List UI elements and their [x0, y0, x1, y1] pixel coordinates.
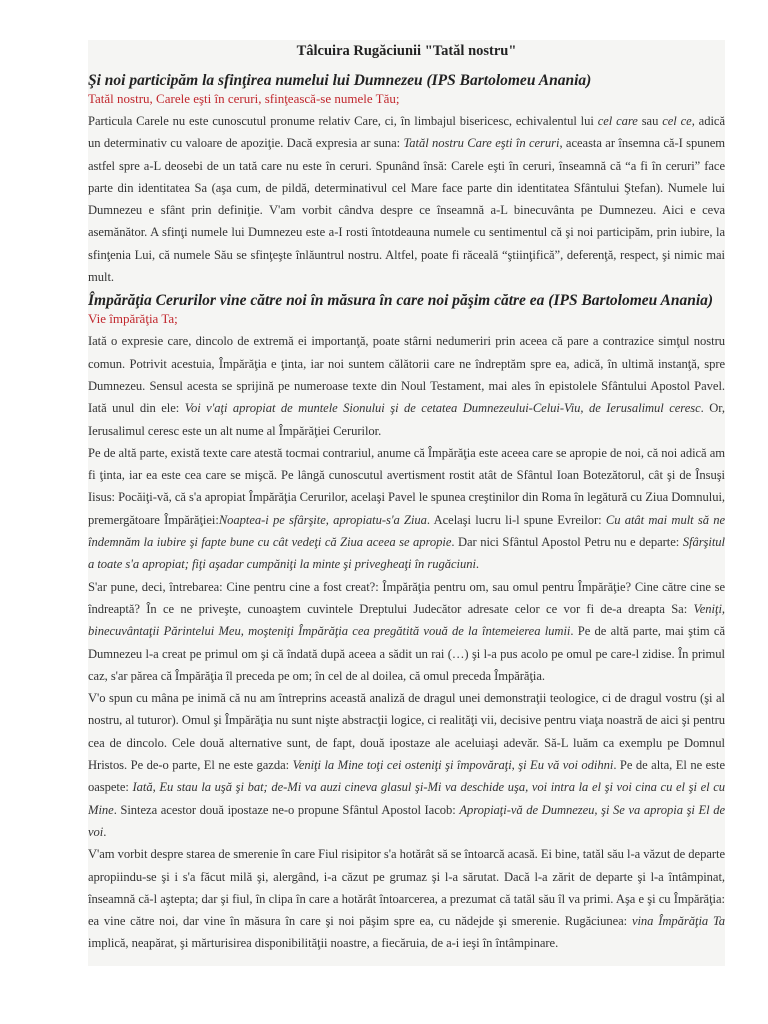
page-title: Tâlcuira Rugăciunii "Tatăl nostru": [296, 43, 517, 59]
document-content: [88, 40, 725, 955]
section-heading-1: Şi noi participăm la sfinţirea numelui lui Dumnezeu (IPS Bartolomeu Anania): [88, 72, 592, 89]
prayer-verse-1: Tatăl nostru, Carele eşti în ceruri, sfinţească-se numele Tău;: [88, 91, 400, 106]
paragraph: V'am vorbit despre starea de smerenie în care Fiul risipitor s'a hotărât să se întoarcă acasă. Ei bine, tatăl său l-a văzut de departe apropiindu-se şi i s'a făcut milă şi, alergând, i-a căzut pe grumaz şi l-a sărutat. Dacă l-a zărit de departe şi l-a întâmpinat, înseamnă că-l aştepta; dar şi fiul, în clipa în care a hotărât întoarcerea, a prezumat că tatăl său îl va primi. Aşa e şi cu Împărăţia: ea vine către noi, dar vine în măsura în care şi noi păşim spre ea, cu nădejde şi smerenie. Rugăciunea: vina Împărăţia Ta implică, neapărat, şi mărturisirea disponibilităţii noastre, a fiecăruia, de a-i ieşi în întâmpinare.: [88, 847, 725, 951]
paragraph: Particula Carele nu este cunoscutul pronume relativ Care, ci, în limbajul bisericesc, echivalentul lui cel care sau cel ce, adică un determinativ cu valoare de apoziţie. Dacă expresia ar suna: Tatăl nostru Care eşti în ceruri, aceasta ar însemna că-I spunem astfel spre a-L deosebi de un tată care nu este în ceruri. Spunând însă: Carele eşti în ceruri, înseamnă că “a fi în ceruri” face parte din identitatea Sa (aşa cum, de pildă, determinativul cel Mare face parte din identitatea Sfântului Ştefan). Numele lui Dumnezeu e sfânt prin definiţie. V'am vorbit cândva despre ce înseamnă a-L binecuvânta pe Dumnezeu. Aici e ceva asemănător. A sfinţi numele lui Dumnezeu este a-I rosti întotdeauna numele cu sentimentul că şi noi participăm, prin iubire, la sfinţenia Lui, că numele Său se sfinţeşte înlăuntrul nostru. Altfel, poate fi răceală “ştiinţifică”, deferenţă, respect, şi nimic mai mult.: [88, 114, 725, 285]
paragraph: S'ar pune, deci, întrebarea: Cine pentru cine a fost creat?: Împărăţia pentru om, sau omul pentru Împărăţie? Cine către cine se îndreaptă? În ce ne priveşte, cunoaştem cuvintele Dreptului Judecător adresate celor ce vor fi de-a dreapta Sa: Veniţi, binecuvântaţii Părintelui Meu, moşteniţi Împărăţia cea pregătită vouă de la întemeierea lumii. Pe de altă parte, mai ştim că Dumnezeu l-a creat pe primul om şi că îndată după aceea a sădit un rai (…) şi l-a pus acolo pe omul pe care-l zidise. În primul caz, s'ar părea că Împărăţia îl preceda pe om; în cel de al doilea, că omul preceda Împărăţia.: [88, 579, 725, 683]
document-page: [88, 40, 725, 966]
prayer-verse-2: Vie împărăţia Ta;: [88, 311, 178, 327]
section-heading-2: Împărăţia Cerurilor vine către noi în măsura în care noi păşim către ea (IPS Bartolomeu Anania): [88, 292, 714, 310]
paragraph: Iată o expresie care, dincolo de extremă ei importanţă, poate stârni nedumeriri prin aceea că pare a contrazice simţul nostru comun. Potrivit acestuia, Împărăţia e ţinta, iar noi suntem călătorii care ne îndreptăm spre ea, adică, în ultimă instanţă, spre Dumnezeu. Sensul acesta se sprijină pe numeroase texte din Noul Testament, mai ales în epistolele Sfântului Apostol Pavel. Iată unul din ele: Voi v'aţi apropiat de muntele Sionului şi de cetatea Dumnezeului-Celui-Viu, de Ierusalimul ceresc. Or, Ierusalimul ceresc este un alt nume al Împărăţiei Cerurilor.: [88, 334, 725, 438]
paragraph: Pe de altă parte, există texte care atestă tocmai contrariul, anume că Împărăţia este aceea care se apropie de noi, că noi adică am fi ţinta, iar ea este cea care se mişcă. Pe lângă cunoscutul avertisment rostit atât de Sfântul Ioan Botezătorul, cât şi de Însuşi Iisus: Pocăiţi-vă, că s'a apropiat Împărăţia Cerurilor, acelaşi Pavel le spunea creştinilor din Roma în legătură cu Ziua Domnului, premergătoare Împărăţiei:Noaptea-i pe sfârşite, apropiatu-s'a Ziua. Acelaşi lucru li-l spune Evreilor: Cu atât mai mult să ne îndemnăm la iubire şi fapte bune cu cât vedeţi că Ziua aceea se apropie. Dar nici Sfântul Apostol Petru nu e departe: Sfârşitul a toate s'a apropiat; fiţi aşadar cumpăniţi la minte şi privegheaţi în rugăciuni.: [88, 445, 725, 572]
paragraph: V'o spun cu mâna pe inimă că nu am întreprins această analiză de dragul unei demonstraţii teologice, ci de dragul vostru (şi al nostru, al tuturor). Omul şi Împărăţia nu sunt nişte abstracţii logice, ci realităţi vii, decisive pentru viaţa noastră de aici şi pentru cea de dincolo. Cele două alternative sunt, de fapt, două ipostaze ale aceluiaşi adevăr. Să-L luăm ca exemplu pe Domnul Hristos. Pe de-o parte, El ne este gazda: Veniţi la Mine toţi cei osteniţi şi împovăraţi, şi Eu vă voi odihni. Pe de alta, El ne este oaspete: Iată, Eu stau la uşă şi bat; de-Mi va auzi cineva glasul şi-Mi va deschide uşa, voi intra la el şi voi cina cu el şi el cu Mine. Sinteza acestor două ipostaze ne-o propune Sfântul Apostol Iacob: Apropiaţi-vă de Dumnezeu, şi Se va apropia şi El de voi.: [88, 691, 725, 839]
